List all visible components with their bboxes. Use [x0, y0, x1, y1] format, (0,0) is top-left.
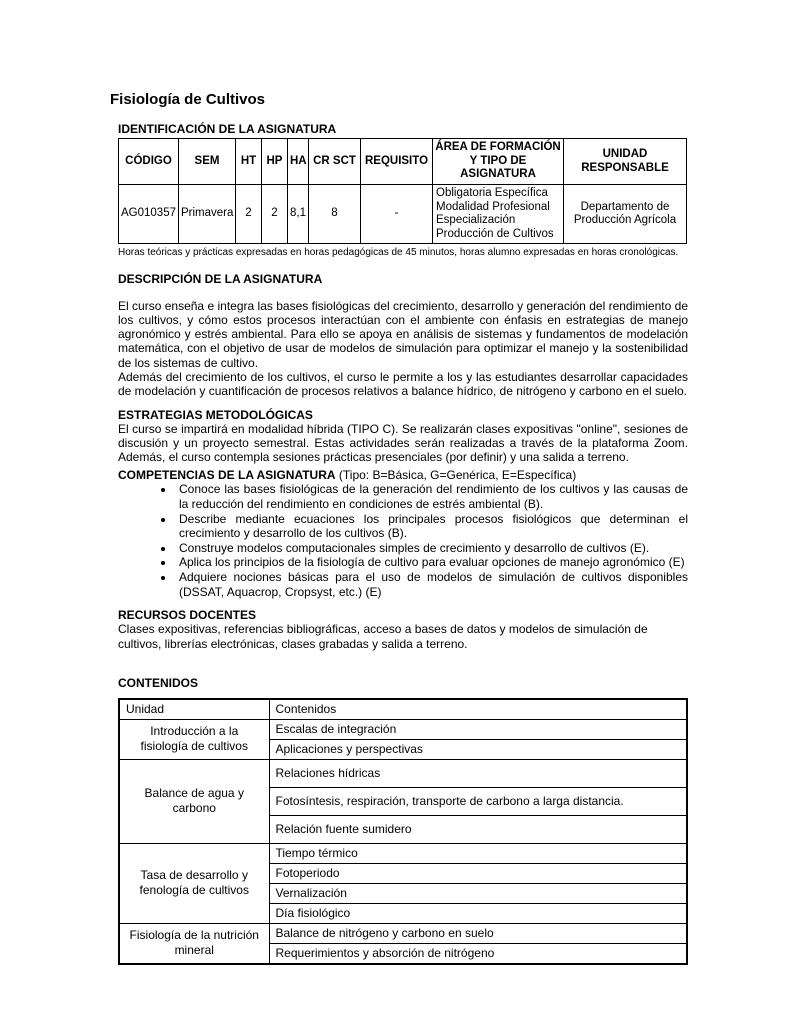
contenido-cell: Fotosíntesis, respiración, transporte de carbono a larga distancia.: [269, 787, 687, 815]
list-item: • Construye modelos computacionales simples de crecimiento y desarrollo de cultivos (E).: [175, 541, 688, 556]
section-heading-competencias: [118, 468, 688, 482]
area-line: Especialización: [436, 214, 516, 226]
ha-cell: 8,1: [288, 185, 309, 244]
hp-cell: 2: [262, 185, 288, 244]
identificacion-table: [118, 138, 687, 244]
contenidos-table: [118, 698, 688, 965]
column-header-unidad: Unidad: [119, 699, 269, 720]
section-heading-descripcion: DESCRIPCIÓN DE LA ASIGNATURA: [118, 271, 323, 286]
cr-sct-cell: 8: [309, 185, 361, 244]
contenido-cell: Relaciones hídricas: [269, 759, 687, 787]
section-heading-identificacion: IDENTIFICACIÓN DE LA ASIGNATURA: [118, 122, 337, 136]
column-header-cr-sct: CR SCT: [309, 139, 361, 185]
column-header-hp: HP: [262, 139, 288, 185]
section-heading-estrategias: ESTRATEGIAS METODOLÓGICAS: [118, 407, 313, 422]
column-header-contenidos: Contenidos: [269, 699, 687, 720]
unidad-cell: Fisiología de la nutrición mineral: [119, 923, 269, 964]
contenido-cell: Aplicaciones y perspectivas: [269, 739, 687, 759]
contenido-cell: Escalas de integración: [269, 719, 687, 739]
column-header-ha: HA: [288, 139, 309, 185]
page-title: Fisiología de Cultivos: [110, 91, 266, 108]
area-line: Obligatoria Específica: [436, 187, 548, 199]
contenido-cell: Día fisiológico: [269, 903, 687, 923]
column-header-codigo: CÓDIGO: [119, 139, 179, 185]
contenidos-header-row: [119, 699, 687, 720]
descripcion-text: [118, 299, 688, 399]
column-header-sem: SEM: [179, 139, 236, 185]
requisito-cell: -: [361, 185, 433, 244]
table-row: [119, 923, 687, 943]
unidad-responsable-cell: Departamento de Producción Agrícola: [564, 185, 687, 244]
competencias-list: [118, 482, 688, 599]
unidad-cell: Balance de agua y carbono: [119, 759, 269, 843]
contenido-cell: Balance de nitrógeno y carbono en suelo: [269, 923, 687, 943]
column-header-area: ÁREA DE FORMACIÓN Y TIPO DE ASIGNATURA: [433, 139, 564, 185]
contenido-cell: Requerimientos y absorción de nitrógeno: [269, 943, 687, 964]
unidad-cell: Tasa de desarrollo y fenología de cultivos: [119, 843, 269, 923]
identificacion-data-row: [119, 185, 687, 244]
unidad-cell: Introducción a la fisiología de cultivos: [119, 719, 269, 759]
section-heading-contenidos: CONTENIDOS: [118, 675, 199, 690]
table-footnote: Horas teóricas y prácticas expresadas en horas pedagógicas de 45 minutos, horas alumno expresadas en horas cronológicas.: [118, 247, 679, 258]
ht-cell: 2: [236, 185, 262, 244]
list-item: • Adquiere nociones básicas para el uso de modelos de simulación de cultivos disponibles (DSSAT, Aquacrop, Cropsyst, etc.) (E): [175, 570, 688, 599]
list-item: • Conoce las bases fisiológicas de la generación del rendimiento de los cultivos y las causas de la reducción del rendimiento en condiciones de estrés ambiental (B).: [175, 482, 688, 511]
estrategias-paragraph: El curso se impartirá en modalidad híbrida (TIPO C). Se realizarán clases expositivas "online", sesiones de discusión y un proyecto semestral. Estas actividades serán realizadas a través de la plataforma Zoom. Además, el curso contempla sesiones prácticas presenciales (por definir) y una salida a terreno.: [118, 421, 688, 465]
descripcion-paragraph: Además del crecimiento de los cultivos, el curso le permite a los y las estudiantes desarrollar capacidades de modelación y cuantificación de procesos relativos a balance hídrico, de nitrógeno y carbono en el suelo.: [118, 369, 688, 399]
descripcion-paragraph: El curso enseña e integra las bases fisiológicas del crecimiento, desarrollo y generación del rendimiento de los cultivos, y cómo estos procesos interactúan con el ambiente con énfasis en estrategias de manejo agronómico y estrés ambiental. Para ello se apoya en análisis de sistemas y fundamentos de modelación matemática, con el objetivo de usar de modelos de simulación para optimizar el manejo y la sostenibilidad de los sistemas de cultivo.: [118, 298, 688, 370]
column-header-ht: HT: [236, 139, 262, 185]
competencias-heading-bold: COMPETENCIAS DE LA ASIGNATURA: [118, 468, 336, 483]
sem-cell: Primavera: [179, 185, 236, 244]
column-header-unidad-responsable: UNIDAD RESPONSABLE: [564, 139, 687, 185]
table-row: [119, 719, 687, 739]
contenido-cell: Vernalización: [269, 883, 687, 903]
table-row: [119, 759, 687, 787]
column-header-requisito: REQUISITO: [361, 139, 433, 185]
recursos-paragraph: Clases expositivas, referencias bibliográficas, acceso a bases de datos y modelos de simulación de cultivos, librerías electrónicas, clases grabadas y salida a terreno.: [118, 622, 648, 651]
identificacion-header-row: [119, 139, 687, 185]
contenido-cell: Relación fuente sumidero: [269, 815, 687, 843]
table-row: [119, 843, 687, 863]
list-item: • Aplica los principios de la fisiología de cultivo para evaluar opciones de manejo agronómico (E): [175, 555, 688, 570]
contenido-cell: Fotoperiodo: [269, 863, 687, 883]
list-item: • Describe mediante ecuaciones los principales procesos fisiológicos que determinan el crecimiento y desarrollo de los cultivos (B).: [175, 512, 688, 541]
competencias-heading-suffix: (Tipo: B=Básica, G=Genérica, E=Específica): [335, 468, 577, 483]
area-line: Modalidad Profesional: [436, 200, 550, 213]
area-cell: [433, 185, 564, 244]
contenido-cell: Tiempo térmico: [269, 843, 687, 863]
section-heading-recursos: RECURSOS DOCENTES: [118, 608, 257, 623]
codigo-cell: AG010357: [119, 185, 179, 244]
area-line: Producción de Cultivos: [436, 227, 554, 240]
